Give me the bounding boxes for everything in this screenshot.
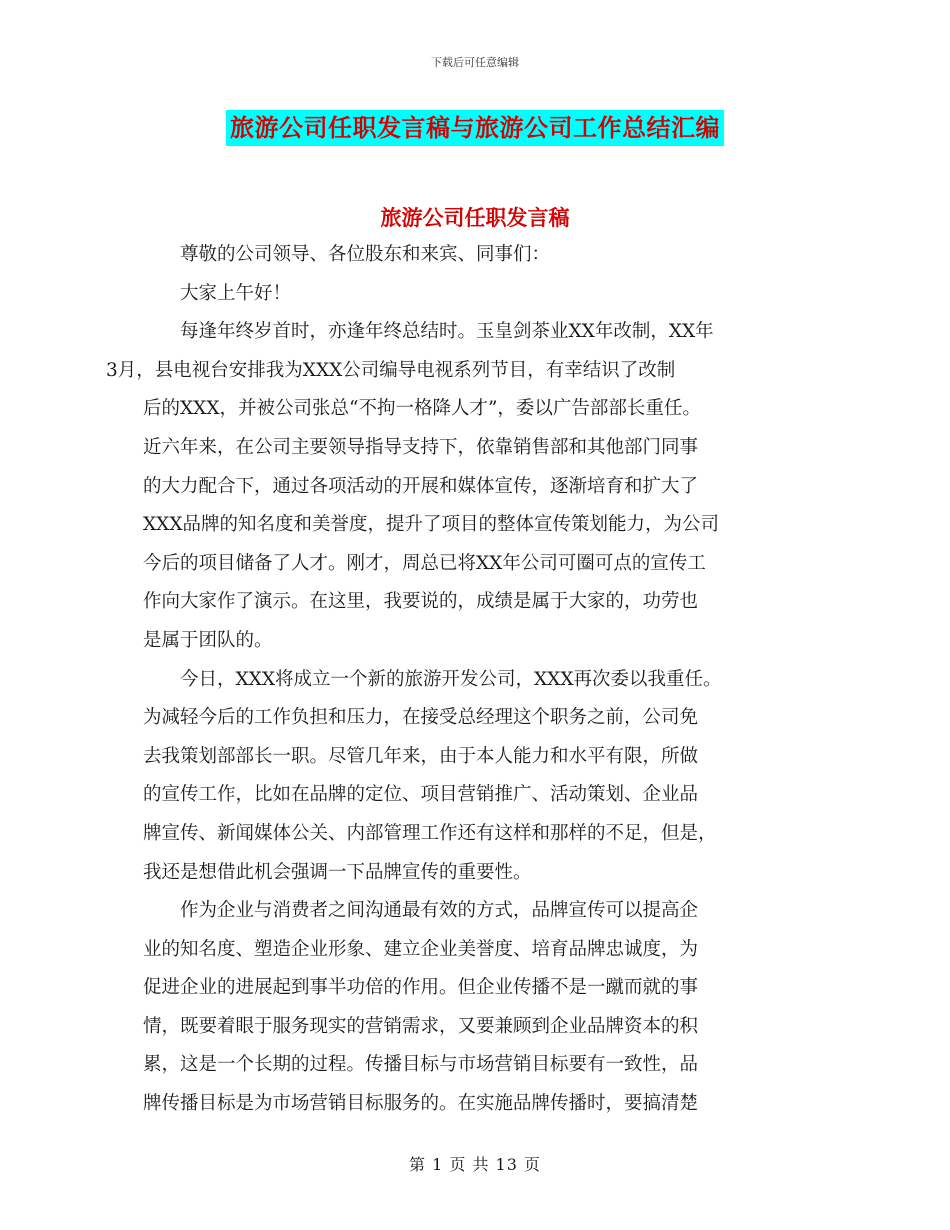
text-line: 3月，县电视台安排我为XXX公司编导电视系列节目，有幸结识了改制 <box>106 359 676 381</box>
text-line: 今后的项目储备了人才。刚才，周总已将XX年公司可圈可点的宣传工 <box>143 552 706 574</box>
text-line: 作向大家作了演示。在这里，我要说的，成绩是属于大家的，功劳也 <box>143 591 699 613</box>
text-line: 牌传播目标是为市场营销目标服务的。在实施品牌传播时，要搞清楚 <box>143 1093 699 1115</box>
text-line: 累，这是一个长期的过程。传播目标与市场营销目标要有一致性，品 <box>143 1054 699 1076</box>
text-line: 去我策划部部长一职。尽管几年来，由于本人能力和水平有限，所做 <box>143 745 699 767</box>
section-title: 旅游公司任职发言稿 <box>380 205 570 230</box>
text-line: 后的XXX，并被公司张总“不拘一格降人才”，委以广告部部长重任。 <box>143 398 701 420</box>
text-line: 我还是想借此机会强调一下品牌宣传的重要性。 <box>143 861 532 883</box>
text-line: 作为企业与消费者之间沟通最有效的方式，品牌宣传可以提高企 <box>180 900 699 922</box>
paragraph-salutation <box>143 275 807 314</box>
text-line: 牌宣传、新闻媒体公关、内部管理工作还有这样和那样的不足，但是， <box>143 822 717 844</box>
text-line: 近六年来，在公司主要领导指导支持下，依靠销售部和其他部门同事 <box>143 436 699 458</box>
text-line: 促进企业的进展起到事半功倍的作用。但企业传播不是一蹴而就的事 <box>143 977 699 999</box>
text-line: 大家上午好！ <box>180 282 292 304</box>
text-line: XXX品牌的知名度和美誉度，提升了项目的整体宣传策划能力，为公司 <box>143 514 720 536</box>
paragraph-1 <box>106 313 807 660</box>
text-line: 是属于团队的。 <box>143 629 273 651</box>
text-line: 为减轻今后的工作负担和压力，在接受总经理这个职务之前，公司免 <box>143 707 699 729</box>
text-line: 今日，XXX将成立一个新的旅游开发公司，XXX再次委以我重任。 <box>180 668 722 690</box>
paragraph-2 <box>143 661 807 893</box>
page-footer: 第 1 页 共 13 页 <box>409 1155 541 1174</box>
main-title-wrap <box>0 110 950 146</box>
text-line: 的大力配合下，通过各项活动的开展和媒体宣传，逐渐培育和扩大了 <box>143 475 699 497</box>
document-body <box>106 220 807 1124</box>
paragraph-greeting <box>143 236 807 275</box>
text-line: 每逢年终岁首时，亦逢年终总结时。玉皇剑茶业XX年改制，XX年 <box>180 321 714 343</box>
text-line: 尊敬的公司领导、各位股东和来宾、同事们： <box>180 244 551 265</box>
paragraph-3 <box>143 892 807 1124</box>
page-header-note: 下载后可任意编辑 <box>431 56 519 69</box>
main-title: 旅游公司任职发言稿与旅游公司工作总结汇编 <box>226 110 724 146</box>
text-line: 的宣传工作，比如在品牌的定位、项目营销推广、活动策划、企业品 <box>143 784 699 806</box>
text-line: 情，既要着眼于服务现实的营销需求，又要兼顾到企业品牌资本的积 <box>143 1015 699 1037</box>
text-line: 业的知名度、塑造企业形象、建立企业美誉度、培育品牌忠诚度，为 <box>143 938 699 960</box>
